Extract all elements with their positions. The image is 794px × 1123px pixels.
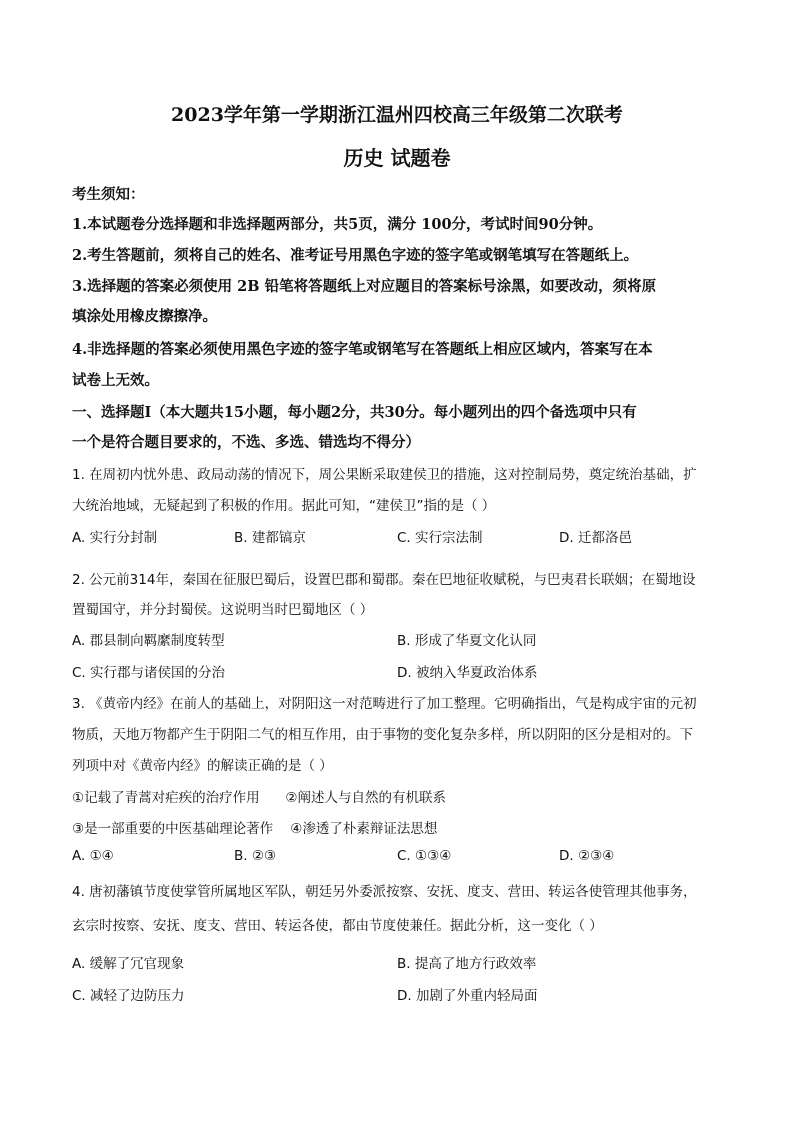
question-1-text: 1. 在周初内忧外患、政局动荡的情况下，周公果断采取建侯卫的措施，这对控制局势，奠定统治基础，扩 <box>72 467 697 483</box>
question-3-option-c: C. ①③④ <box>397 848 452 864</box>
question-1-option-b: B. 建都镐京 <box>234 530 306 546</box>
question-1-option-d: D. 迁都洛邑 <box>559 530 632 546</box>
exam-subtitle: 历史 试题卷 <box>343 146 451 170</box>
question-4-option-d: D. 加剧了外重内轻局面 <box>397 988 538 1004</box>
question-2-option-c: C. 实行郡与诸侯国的分治 <box>72 665 226 681</box>
question-1-option-c: C. 实行宗法制 <box>397 530 483 546</box>
section-heading: 一、选择题Ⅰ（本大题共15小题，每小题2分，共30分。每小题列出的四个备选项中只有 <box>72 404 637 421</box>
question-4-text: 玄宗时按察、安抚、度支、营田、转运各使，都由节度使兼任。据此分析，这一变化（ ） <box>72 918 603 934</box>
notice-item: 4.非选择题的答案必须使用黑色字迹的签字笔或钢笔写在答题纸上相应区域内，答案写在本 <box>72 341 653 358</box>
question-2-option-a: A. 郡县制向羁縻制度转型 <box>72 633 225 649</box>
question-1-option-a: A. 实行分封制 <box>72 530 158 546</box>
notice-item: 3.选择题的答案必须使用 2B 铅笔将答题纸上对应题目的答案标号涂黑，如要改动，须将原 <box>72 278 657 295</box>
notice-item: 填涂处用橡皮擦擦净。 <box>72 308 217 325</box>
notice-item: 2.考生答题前，须将自己的姓名、准考证号用黑色字迹的签字笔或钢笔填写在答题纸上。 <box>72 247 639 264</box>
question-1-text: 大统治地域，无疑起到了积极的作用。据此可知，“建侯卫”指的是（ ） <box>72 498 496 514</box>
notice-item: 试卷上无效。 <box>72 372 159 389</box>
question-3-text: 3. 《黄帝内经》在前人的基础上，对阴阳这一对范畴进行了加工整理。它明确指出，气是构成宇宙的元初 <box>72 696 697 712</box>
question-2-text: 2. 公元前314年，秦国在征服巴蜀后，设置巴郡和蜀郡。秦在巴地征收赋税，与巴夷君长联姻；在蜀地设 <box>72 572 696 588</box>
question-3-text: 物质，天地万物都产生于阴阳二气的相互作用，由于事物的变化复杂多样，所以阴阳的区分是相对的。下 <box>72 727 693 743</box>
question-3-option-a: A. ①④ <box>72 848 114 864</box>
question-3-text: 列项中对《黄帝内经》的解读正确的是（ ） <box>72 758 333 774</box>
question-3-option-d: D. ②③④ <box>559 848 615 864</box>
question-2-text: 置蜀国守，并分封蜀侯。这说明当时巴蜀地区（ ） <box>72 602 374 618</box>
notice-heading: 考生须知： <box>72 186 145 203</box>
exam-title: 2023学年第一学期浙江温州四校高三年级第二次联考 <box>171 104 623 126</box>
question-2-option-b: B. 形成了华夏文化认同 <box>397 633 537 649</box>
section-heading-cont: 一个是符合题目要求的，不选、多选、错选均不得分） <box>72 434 420 451</box>
question-3-statement: ①记载了青蒿对疟疾的治疗作用 ②阐述人与自然的有机联系 <box>72 790 446 806</box>
notice-item: 1.本试题卷分选择题和非选择题两部分，共5页，满分 100分，考试时间90分钟。 <box>72 216 603 233</box>
question-3-option-b: B. ②③ <box>234 848 277 864</box>
question-4-text: 4. 唐初藩镇节度使掌管所属地区军队，朝廷另外委派按察、安抚、度支、营田、转运各使管理其他事务， <box>72 884 697 900</box>
question-2-option-d: D. 被纳入华夏政治体系 <box>397 665 538 681</box>
question-4-option-c: C. 减轻了边防压力 <box>72 988 185 1004</box>
question-3-statement: ③是一部重要的中医基础理论著作 ④渗透了朴素辩证法思想 <box>72 821 438 837</box>
question-4-option-a: A. 缓解了冗官现象 <box>72 956 185 972</box>
question-4-option-b: B. 提高了地方行政效率 <box>397 956 537 972</box>
